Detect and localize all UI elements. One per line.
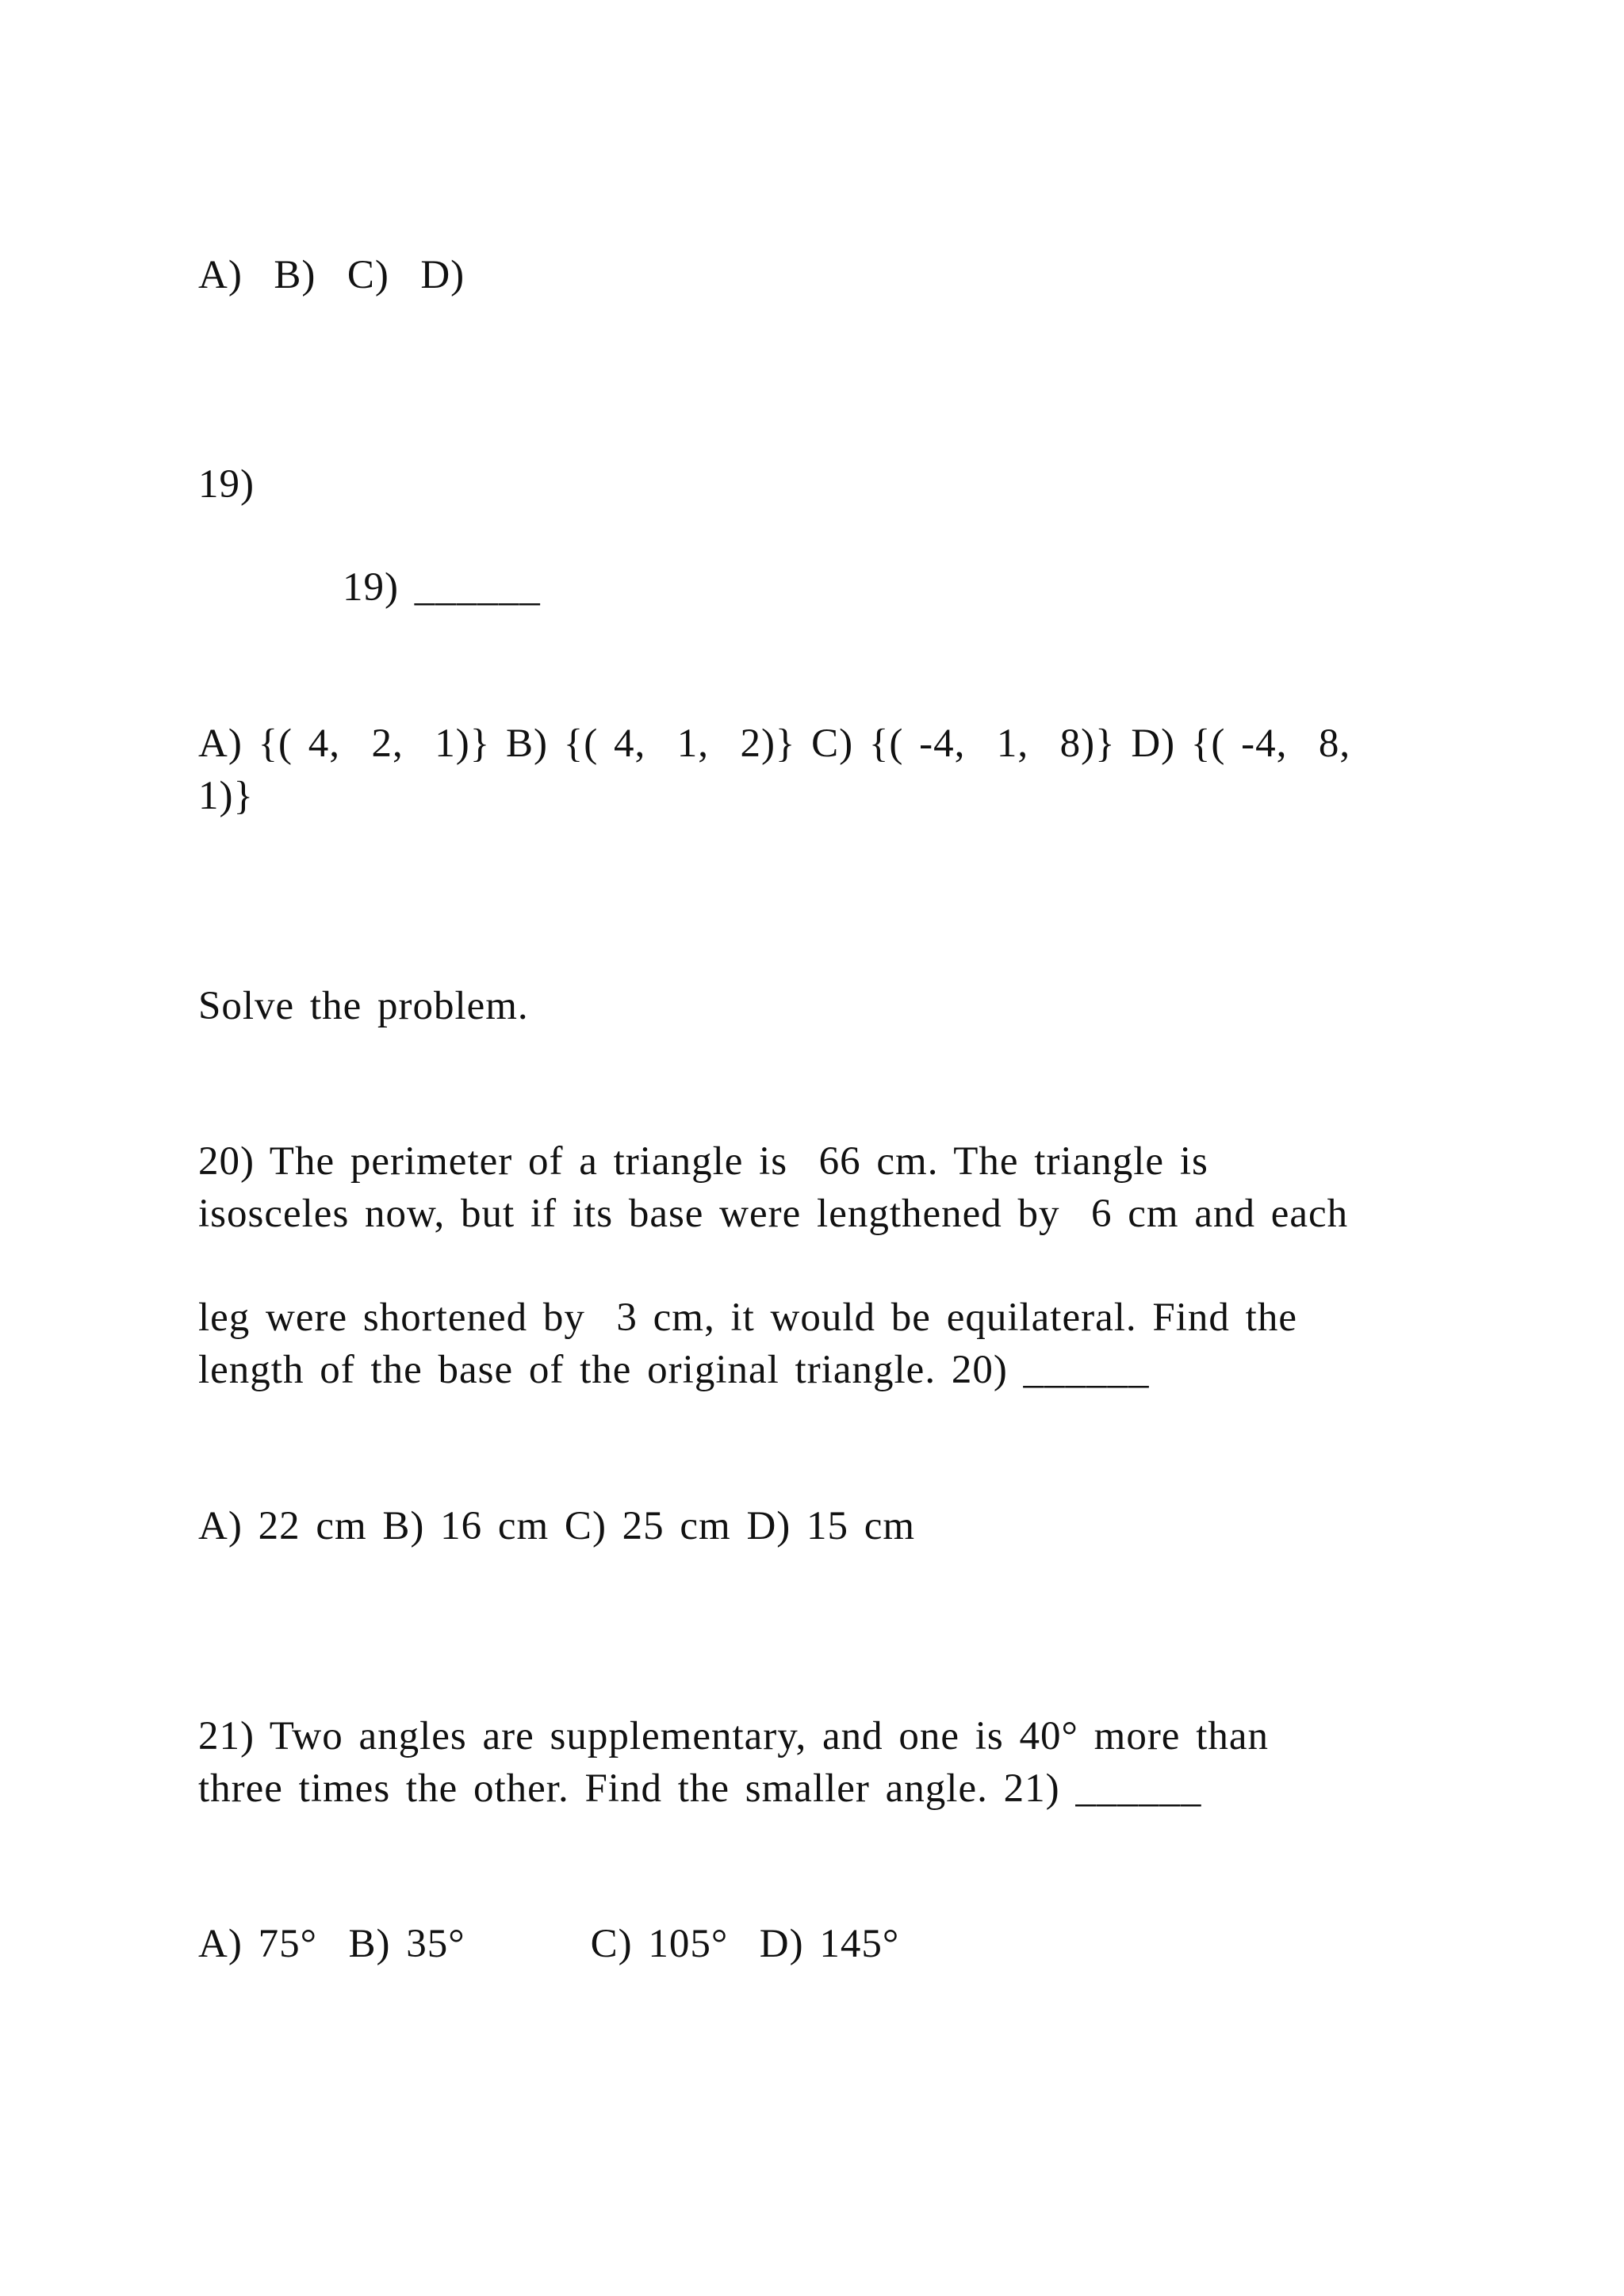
q18-choices: A) B) C) D) (198, 253, 465, 297)
q21-line1: 21) Two angles are supplementary, and one is 40° more than (198, 1714, 1269, 1758)
instruction: Solve the problem. (198, 984, 529, 1028)
q20-line2: isosceles now, but if its base were lengthened by 6 cm and each (198, 1192, 1349, 1236)
q19-number: 19) (198, 462, 255, 507)
q21-choices: A) 75° B) 35° C) 105° D) 145° (198, 1922, 900, 1966)
q20-line4: length of the base of the original triangle. 20) ______ (198, 1348, 1150, 1392)
q21-line2: three times the other. Find the smaller angle. 21) ______ (198, 1766, 1202, 1811)
q20-choices: A) 22 cm B) 16 cm C) 25 cm D) 15 cm (198, 1504, 916, 1548)
q19-choices-line2: 1)} (198, 774, 254, 818)
q20-line3: leg were shortened by 3 cm, it would be equilateral. Find the (198, 1295, 1297, 1340)
q19-answer-blank: 19) ______ (343, 565, 541, 610)
q19-choices-line1: A) {( 4, 2, 1)} B) {( 4, 1, 2)} C) {( -4, 1, 8)} D) {( -4, 8, (198, 721, 1351, 766)
q20-line1: 20) The perimeter of a triangle is 66 cm. The triangle is (198, 1139, 1208, 1184)
